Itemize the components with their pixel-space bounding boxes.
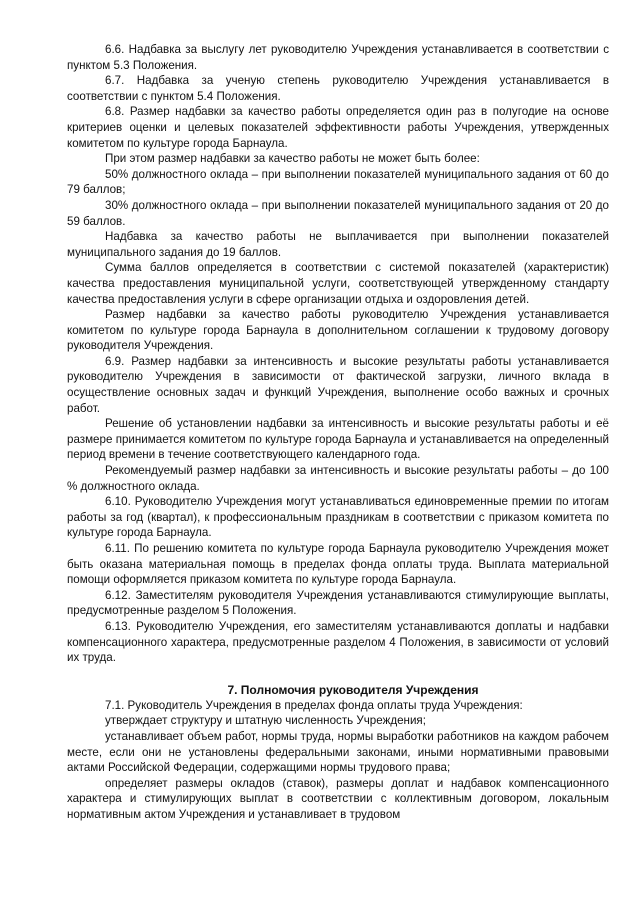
paragraph-7-1: 7.1. Руководитель Учреждения в пределах фонда оплаты труда Учреждения: xyxy=(105,698,523,712)
paragraph-work-volume: устанавливает объем работ, нормы труда, нормы выработки работников на каждом рабочем месте, если они не установлены федеральными законами, иными нормативными правовыми актами Российской Федерации, содержащими нормы трудового права; xyxy=(67,729,609,775)
paragraph-30-percent: 30% должностного оклада – при выполнении показателей муниципального задания от 20 до 59 баллов. xyxy=(67,198,609,228)
paragraph-6-13: 6.13. Руководителю Учреждения, его заместителям устанавливаются доплаты и надбавки компенсационного характера, предусмотренные разделом 4 Положения, в зависимости от условий их труда. xyxy=(67,619,609,665)
paragraph-quality-limit: При этом размер надбавки за качество работы не может быть более: xyxy=(105,152,480,166)
paragraph-sum-points: Сумма баллов определяется в соответствии с системой показателей (характеристик) качества предоставления муниципальной услуги, соответствующей утвержденному стандарту качества предоставления услуги в сфере организации отдыха и оздоровления детей. xyxy=(67,261,609,306)
paragraph-quality-size: Размер надбавки за качество работы руководителю Учреждения устанавливается комитетом по культуре города Барнаула в дополнительном соглашении к трудовому договору руководителя Учреждения. xyxy=(67,308,609,353)
paragraph-structure: утверждает структуру и штатную численность Учреждения; xyxy=(105,714,426,728)
paragraph-6-6: 6.6. Надбавка за выслугу лет руководителю Учреждения устанавливается в соответствии с пунктом 5.3 Положения. xyxy=(67,43,609,72)
paragraph-6-7: 6.7. Надбавка за ученую степень руководителю Учреждения устанавливается в соответствии с пунктом 5.4 Положения. xyxy=(67,74,609,103)
document-page xyxy=(67,42,609,823)
paragraph-6-9: 6.9. Размер надбавки за интенсивность и высокие результаты работы устанавливается руководителю Учреждения в зависимости от фактической загрузки, личного вклада в осуществление основных задач и функций Учреждения, выполнение особо важных и срочных работ. xyxy=(67,354,609,415)
paragraph-6-11: 6.11. По решению комитета по культуре города Барнаула руководителю Учреждения может быть оказана материальная помощь в пределах фонда оплаты труда. Выплата материальной помощи оформляется приказом комитета по культуре города Барнаула. xyxy=(67,542,609,587)
paragraph-50-percent: 50% должностного оклада – при выполнении показателей муниципального задания от 60 до 79 баллов; xyxy=(67,167,609,197)
paragraph-salaries: определяет размеры окладов (ставок), размеры доплат и надбавок компенсационного характера и стимулирующих выплат в соответствии с коллективным договором, локальным нормативным актом Учреждения и устанавливает в трудовом xyxy=(67,776,609,821)
paragraph-6-12: 6.12. Заместителям руководителя Учреждения устанавливаются стимулирующие выплаты, предусмотренные разделом 5 Положения. xyxy=(67,588,609,618)
paragraph-6-8: 6.8. Размер надбавки за качество работы определяется один раз в полугодие на основе критериев оценки и целевых показателей эффективности работы Учреждения, утвержденных комитетом по культуре города Барнаула. xyxy=(67,105,609,150)
paragraph-6-10: 6.10. Руководителю Учреждения могут устанавливаться единовременные премии по итогам работы за год (квартал), к профессиональным праздникам в соответствии с приказом комитета по культуре города Барнаула. xyxy=(67,495,609,540)
paragraph-decision: Решение об установлении надбавки за интенсивность и высокие результаты работы и её размере принимается комитетом по культуре города Барнаула и устанавливается на определенный период времени в течение соответствующего календарного года. xyxy=(67,417,609,462)
paragraph-recommended: Рекомендуемый размер надбавки за интенсивность и высокие результаты работы – до 100 % должностного оклада. xyxy=(67,464,609,493)
paragraph-not-paid: Надбавка за качество работы не выплачивается при выполнении показателей муниципального задания до 19 баллов. xyxy=(67,230,609,259)
section-heading-7: 7. Полномочия руководителя Учреждения xyxy=(227,682,479,697)
